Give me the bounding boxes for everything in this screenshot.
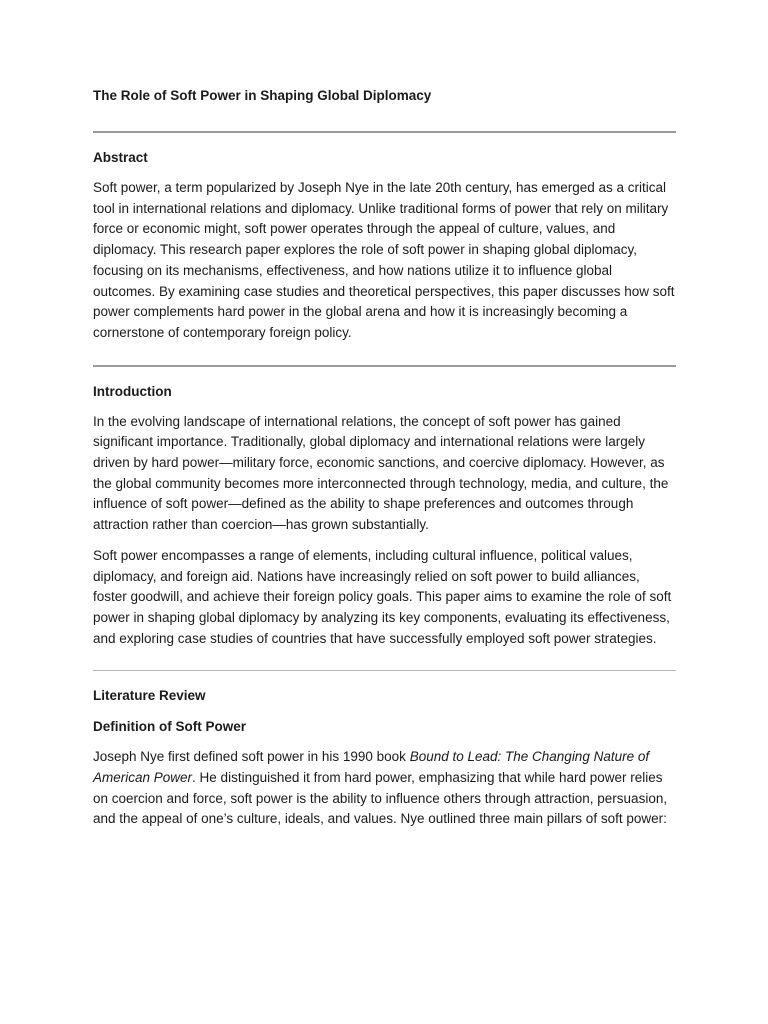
definition-text-start: Joseph Nye first defined soft power in his 1990 book xyxy=(93,749,410,765)
abstract-heading: Abstract xyxy=(93,150,148,165)
book-title: Bound to Lead: The Changing Nature of American Power xyxy=(93,749,650,786)
document-title: The Role of Soft Power in Shaping Global Diplomacy xyxy=(93,88,432,103)
definition-subheading: Definition of Soft Power xyxy=(93,719,246,735)
definition-text-end: . He distinguished it from hard power, emphasizing that while hard power relies on coercion and force, soft power is the ability to influence others through attraction, persuasion, and the appeal of one’s culture, ideals, and values. Nye outlined three main pillars of soft power: xyxy=(93,770,668,827)
document-page xyxy=(93,86,676,830)
literature-review-heading: Literature Review xyxy=(93,688,206,704)
section-divider xyxy=(93,131,676,133)
section-divider xyxy=(93,365,676,367)
section-divider xyxy=(93,670,676,671)
introduction-heading: Introduction xyxy=(93,383,172,399)
introduction-paragraph-1: In the evolving landscape of international relations, the concept of soft power has gained significant importance. Traditionally, global diplomacy and international relations were largely driven by hard power—military force, economic sanctions, and coercive diplomacy. However, as the global community becomes more interconnected through technology, media, and culture, the influence of soft power—defined as the ability to shape preferences and outcomes through attraction rather than coercion—has grown substantially. xyxy=(93,413,669,533)
introduction-paragraph-2: Soft power encompasses a range of elements, including cultural influence, political values, diplomacy, and foreign aid. Nations have increasingly relied on soft power to build alliances, foster goodwill, and achieve their foreign policy goals. This paper aims to examine the role of soft power in shaping global diplomacy by analyzing its key components, evaluating its effectiveness, and exploring case studies of countries that have successfully employed soft power strategies. xyxy=(93,547,672,646)
abstract-paragraph: Soft power, a term popularized by Joseph Nye in the late 20th century, has emerged as a critical tool in international relations and diplomacy. Unlike traditional forms of power that rely on military force or economic might, soft power operates through the appeal of culture, values, and diplomacy. This research paper explores the role of soft power in shaping global diplomacy, focusing on its mechanisms, effectiveness, and how nations utilize it to influence global outcomes. By examining case studies and theoretical perspectives, this paper discusses how soft power complements hard power in the global arena and how it is increasingly becoming a cornerstone of contemporary foreign policy. xyxy=(93,180,675,340)
definition-paragraph xyxy=(93,747,676,830)
